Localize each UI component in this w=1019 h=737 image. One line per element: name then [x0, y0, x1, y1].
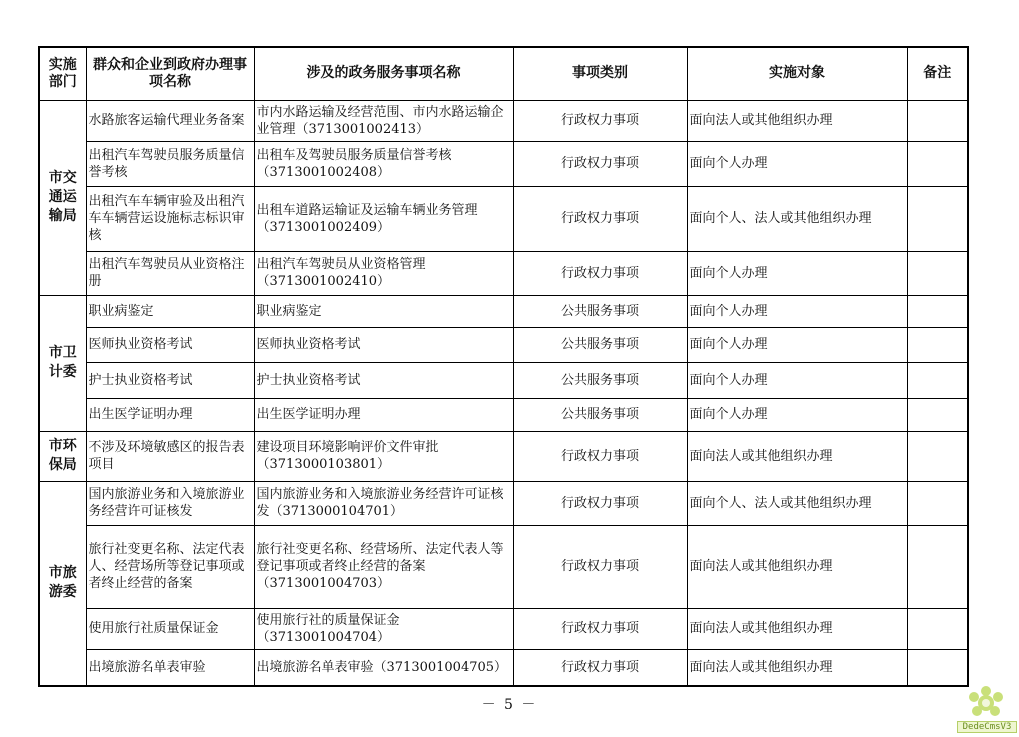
note-cell — [907, 362, 968, 398]
header-row — [39, 47, 968, 100]
target-cell: 面向个人办理 — [687, 327, 907, 362]
category-cell: 行政权力事项 — [513, 186, 687, 251]
target-cell: 面向法人或其他组织办理 — [687, 608, 907, 649]
service-cell: 出生医学证明办理 — [254, 398, 513, 431]
item-cell: 不涉及环境敏感区的报告表项目 — [86, 431, 254, 481]
note-cell — [907, 431, 968, 481]
header-item: 群众和企业到政府办理事项名称 — [86, 47, 254, 100]
target-cell: 面向法人或其他组织办理 — [687, 525, 907, 608]
note-cell — [907, 525, 968, 608]
category-cell: 行政权力事项 — [513, 608, 687, 649]
table-row — [39, 398, 968, 431]
item-cell: 国内旅游业务和入境旅游业务经营许可证核发 — [86, 481, 254, 525]
category-cell: 公共服务事项 — [513, 398, 687, 431]
item-cell: 旅行社变更名称、法定代表人、经营场所等登记事项或者终止经营的备案 — [86, 525, 254, 608]
service-cell: 建设项目环境影响评价文件审批（3713000103801） — [254, 431, 513, 481]
target-cell: 面向个人办理 — [687, 141, 907, 186]
item-cell: 使用旅行社质量保证金 — [86, 608, 254, 649]
table-row — [39, 100, 968, 141]
service-cell: 使用旅行社的质量保证金（3713001004704） — [254, 608, 513, 649]
item-cell: 职业病鉴定 — [86, 295, 254, 327]
note-cell — [907, 295, 968, 327]
service-cell: 市内水路运输及经营范围、市内水路运输企业管理（3713001002413） — [254, 100, 513, 141]
target-cell: 面向个人办理 — [687, 251, 907, 295]
service-cell: 职业病鉴定 — [254, 295, 513, 327]
service-cell: 医师执业资格考试 — [254, 327, 513, 362]
note-cell — [907, 251, 968, 295]
service-cell: 旅行社变更名称、经营场所、法定代表人等登记事项或者终止经营的备案（3713001004703） — [254, 525, 513, 608]
item-cell: 护士执业资格考试 — [86, 362, 254, 398]
category-cell: 公共服务事项 — [513, 327, 687, 362]
table-row — [39, 525, 968, 608]
category-cell: 行政权力事项 — [513, 141, 687, 186]
target-cell: 面向个人办理 — [687, 295, 907, 327]
watermark-logo — [957, 685, 1015, 733]
item-cell: 水路旅客运输代理业务备案 — [86, 100, 254, 141]
target-cell: 面向法人或其他组织办理 — [687, 431, 907, 481]
item-cell: 出租汽车驾驶员从业资格注册 — [86, 251, 254, 295]
target-cell: 面向个人办理 — [687, 398, 907, 431]
note-cell — [907, 649, 968, 686]
table-row — [39, 362, 968, 398]
note-cell — [907, 141, 968, 186]
category-cell: 行政权力事项 — [513, 431, 687, 481]
header-service: 涉及的政务服务事项名称 — [254, 47, 513, 100]
note-cell — [907, 327, 968, 362]
table-row — [39, 186, 968, 251]
service-cell: 护士执业资格考试 — [254, 362, 513, 398]
table-row — [39, 431, 968, 481]
category-cell: 行政权力事项 — [513, 251, 687, 295]
table-row — [39, 327, 968, 362]
table-row — [39, 649, 968, 686]
service-cell: 出境旅游名单表审验（3713001004705） — [254, 649, 513, 686]
table-row — [39, 295, 968, 327]
header-dept: 实施部门 — [39, 47, 86, 100]
target-cell: 面向个人、法人或其他组织办理 — [687, 186, 907, 251]
category-cell: 行政权力事项 — [513, 649, 687, 686]
item-cell: 出租汽车车辆审验及出租汽车车辆营运设施标志标识审核 — [86, 186, 254, 251]
note-cell — [907, 608, 968, 649]
dept-cell-transport: 市交通运输局 — [39, 100, 86, 295]
service-cell: 出租车道路运输证及运输车辆业务管理（3713001002409） — [254, 186, 513, 251]
table-row — [39, 141, 968, 186]
category-cell: 行政权力事项 — [513, 525, 687, 608]
table-row — [39, 608, 968, 649]
service-cell: 国内旅游业务和入境旅游业务经营许可证核发（3713000104701） — [254, 481, 513, 525]
category-cell: 公共服务事项 — [513, 362, 687, 398]
dept-cell-tourism: 市旅游委 — [39, 481, 86, 686]
target-cell: 面向法人或其他组织办理 — [687, 649, 907, 686]
category-cell: 公共服务事项 — [513, 295, 687, 327]
category-cell: 行政权力事项 — [513, 481, 687, 525]
item-cell: 出生医学证明办理 — [86, 398, 254, 431]
target-cell: 面向个人、法人或其他组织办理 — [687, 481, 907, 525]
category-cell: 行政权力事项 — [513, 100, 687, 141]
header-category: 事项类别 — [513, 47, 687, 100]
note-cell — [907, 100, 968, 141]
note-cell — [907, 186, 968, 251]
matters-table — [38, 46, 969, 687]
note-cell — [907, 481, 968, 525]
page-number: － 5 － — [481, 697, 538, 713]
item-cell: 医师执业资格考试 — [86, 327, 254, 362]
service-cell: 出租车及驾驶员服务质量信誉考核（3713001002408） — [254, 141, 513, 186]
table-row — [39, 481, 968, 525]
service-cell: 出租汽车驾驶员从业资格管理（3713001002410） — [254, 251, 513, 295]
flower-icon — [957, 685, 1015, 721]
item-cell: 出境旅游名单表审验 — [86, 649, 254, 686]
watermark-text: DedeCmsV3 — [957, 721, 1017, 733]
dept-cell-environment: 市环保局 — [39, 431, 86, 481]
target-cell: 面向法人或其他组织办理 — [687, 100, 907, 141]
item-cell: 出租汽车驾驶员服务质量信誉考核 — [86, 141, 254, 186]
table-row — [39, 251, 968, 295]
note-cell — [907, 398, 968, 431]
target-cell: 面向个人办理 — [687, 362, 907, 398]
header-note: 备注 — [907, 47, 968, 100]
dept-cell-health: 市卫计委 — [39, 295, 86, 431]
header-target: 实施对象 — [687, 47, 907, 100]
